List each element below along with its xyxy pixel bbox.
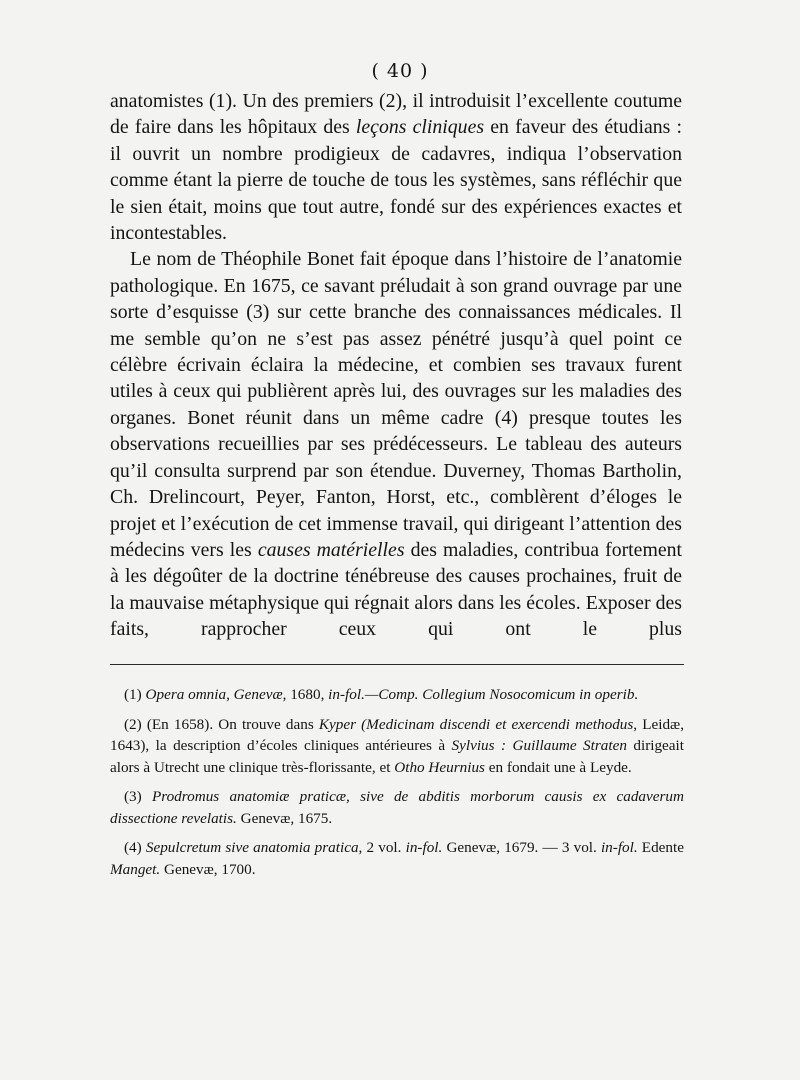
footnote-italic-text: Sylvius : Guillaume Straten — [451, 737, 627, 754]
footnote-italic-text: in-fol. — [600, 839, 638, 856]
footnote-italic-text: Sepulcretum sive anatomia pratica — [145, 839, 359, 856]
footnote-text-run: , 1680, — [282, 686, 329, 703]
footnote-text-run: (2) (En 1658). On trouve dans — [124, 715, 319, 733]
footnote-text-run: Genevæ, 1675. — [236, 809, 333, 827]
footnote-italic-text: Manget. — [110, 860, 161, 878]
italic-text: causes matérielles — [257, 538, 405, 561]
paragraph — [110, 88, 682, 246]
footnote-text-run: (3) — [124, 788, 152, 805]
footnote-text-run: en fondait une à Leyde. — [484, 758, 632, 776]
paragraph — [110, 246, 682, 642]
text-run: des maladies, contribua fortement à les dégoûter de la doctrine ténébreuse des causes prochaines, fruit de la mauvaise métaphysique qui régnait alors dans les écoles. Exposer des faits, rapprocher ceux qui ont le plus — [110, 538, 683, 641]
footnote-italic-text: Kyper (Medicinam discendi et exercendi methodus — [318, 715, 634, 733]
footnote-italic-text: Otho Heurnius — [394, 758, 485, 776]
footnote-italic-text: Opera omnia, Genevæ — [145, 686, 283, 703]
footnote — [110, 714, 684, 779]
footnote-divider — [110, 664, 684, 665]
italic-text: leçons cliniques — [355, 116, 485, 139]
footnote-text-run: Genevæ, 1700. — [160, 860, 256, 878]
text-run: anatomistes (1). Un des premiers (2), il introduisit l’excellente coutume de faire dans les hôpitaux des — [110, 90, 682, 139]
footnote-italic-text: in-fol.—Comp. Collegium Nosocomicum in operib. — [328, 686, 639, 703]
footnote-italic-text: in-fol. — [405, 839, 443, 856]
footnote-text-run: (1) — [124, 686, 146, 703]
footnotes — [110, 684, 684, 888]
footnote-text-run: , Leidæ, 1643), la description d’écoles cliniques antérieures à — [110, 715, 684, 754]
footnote-text-run: Genevæ, 1679. — 3 vol. — [442, 839, 601, 856]
footnote-text-run: Edente — [637, 839, 684, 856]
footnote — [110, 684, 684, 706]
text-run: en faveur des étudians : il ouvrit un nombre prodigieux de cadavres, indiqua l’observation comme étant la pierre de touche de tous les systèmes, sans réfléchir que le sien était, moins que tout autre, fondé sur des expériences exactes et incontestables. — [110, 116, 683, 245]
footnote — [110, 837, 684, 880]
main-text — [110, 88, 682, 643]
text-run: Le nom de Théophile Bonet fait époque dans l’histoire de l’anatomie pathologique. En 1675, ce savant préludait à son grand ouvrage par une sorte d’esquisse (3) sur cette branche des connaissances médicales. Il me semble qu’on ne s’est pas assez pénétré jusqu’à quel point ce célèbre écrivain éclaira la médecine, et combien ses travaux furent utiles à ceux qui publièrent après lui, des ouvrages sur les maladies des organes. Bonet réunit dans un même cadre (4) presque toutes les observations recueillies par ses prédécesseurs. Le tableau des auteurs qu’il consulta surprend par son étendue. Duverney, Thomas Bartholin, Ch. Drelincourt, Peyer, Fanton, Horst, etc., comblèrent d’éloges le projet et l’exécution de cet immense travail, qui dirigeant l’attention des médecins vers les — [110, 248, 682, 561]
page-number: ( 40 ) — [371, 60, 429, 82]
footnote-text-run: (4) — [124, 839, 146, 856]
footnote-italic-text: Prodromus anatomiæ praticæ, sive de abditis morborum causis ex cadaverum dissectione revelatis. — [110, 788, 684, 827]
footnote-text-run: dirigeait alors à Utrecht une clinique très-florissante, et — [110, 737, 684, 776]
footnote — [110, 786, 684, 829]
footnote-text-run: , 2 vol. — [358, 839, 406, 856]
